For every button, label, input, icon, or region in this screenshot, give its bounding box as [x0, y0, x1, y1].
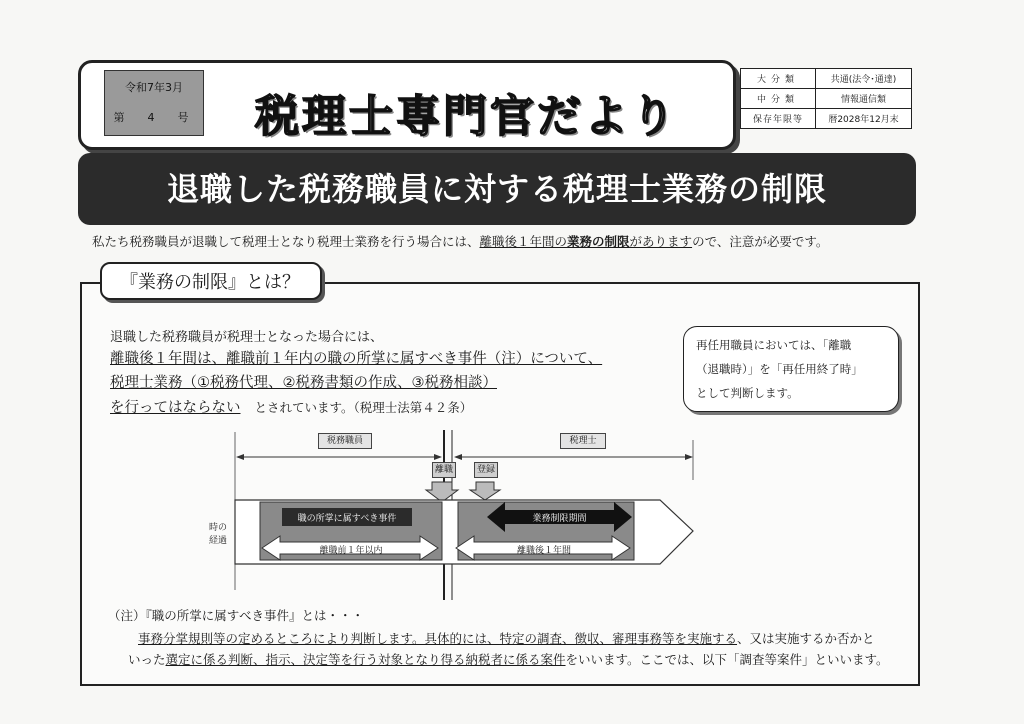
intro-underline-2: があります — [629, 234, 693, 249]
period-label: 業務制限期間 — [532, 514, 587, 524]
class-value: 情報通信類 — [816, 89, 912, 109]
class-key: 中分類 — [741, 89, 816, 109]
arrowhead — [434, 454, 442, 460]
footnote-l2-u: 選定に係る判断、指示、決定等を行う対象となり得る納税者に係る案件 — [165, 652, 566, 667]
issue-number: 第 4 号 — [113, 111, 195, 124]
after-label: 離職後１年間 — [516, 546, 571, 556]
section-line-3: 税理士業務（①税務代理、②税務書類の作成、③税務相談） — [110, 375, 497, 391]
before-label: 離職前１年以内 — [319, 546, 383, 556]
note-line-1: 再任用職員においては、「離職 — [696, 338, 852, 352]
section-line-1: 退職した税務職員が税理士となった場合には、 — [110, 330, 384, 345]
footnote-l1-u1: 事務分掌規則等の定めるところにより判断します。具体的には、 — [138, 631, 500, 646]
footnote-line-2 — [128, 650, 889, 668]
headline-text: 退職した税務職員に対する税理士業務の制限 — [166, 170, 827, 208]
arrowhead — [454, 454, 462, 460]
footnote-heading: （注）『職の所掌に属すべき事件』とは・・・ — [108, 608, 365, 623]
note-line-2: （退職時）」を「再任用終了時」 — [696, 362, 863, 376]
class-key: 大分類 — [741, 69, 816, 89]
class-key: 保存年限等 — [741, 109, 816, 129]
time-label-1: 時の — [208, 523, 227, 533]
rishoku-down-arrow — [426, 482, 458, 502]
section-tab: 『業務の制限』とは？ — [100, 262, 322, 300]
newsletter-title: 税理士専門官だより — [255, 91, 678, 142]
tag-rishoku: 離職 — [432, 462, 456, 478]
footnote-l2-rest: をいいます。ここでは、以下「調査等案件」といいます。 — [565, 652, 889, 667]
toroku-down-arrow — [470, 482, 500, 500]
jiken-label: 職の所掌に属すべき事件 — [297, 514, 397, 524]
tag-toroku: 登録 — [474, 462, 498, 478]
footnote-l1-u2: 特定の調査、徴収、審理事務等を実施する — [499, 631, 738, 646]
intro-underline-1: 離職後１年間の — [479, 234, 568, 249]
intro-prefix: 私たち税務職員が退職して税理士となり税理士業務を行う場合には、 — [92, 234, 480, 249]
section-line-4-rest: とされています。（税理士法第４２条） — [254, 400, 473, 415]
arrowhead — [685, 454, 693, 460]
footnote-line-1 — [138, 629, 875, 647]
section-line-4-underlined: を行ってはならない — [110, 400, 241, 416]
footnote-l1-rest: 、又は実施するか否かと — [737, 631, 875, 646]
time-label-2: 経過 — [208, 536, 227, 546]
intro-bold: 業務の制限 — [567, 234, 630, 249]
section-line-2: 離職後１年間は、離職前１年内の職の所掌に属すべき事件（注）について、 — [110, 351, 603, 367]
note-line-3: として判断します。 — [696, 386, 799, 400]
arrowhead — [236, 454, 244, 460]
class-value: 共通(法令･通達) — [816, 69, 912, 89]
intro-suffix: ので、注意が必要です。 — [692, 234, 829, 249]
label-zeirishi: 税理士 — [560, 433, 606, 449]
footnote-l2-pre: いった — [128, 652, 166, 667]
class-value: 暦2028年12月末 — [816, 109, 912, 129]
issue-date: 令和7年3月 — [125, 81, 183, 94]
label-tax-staff: 税務職員 — [318, 433, 372, 449]
